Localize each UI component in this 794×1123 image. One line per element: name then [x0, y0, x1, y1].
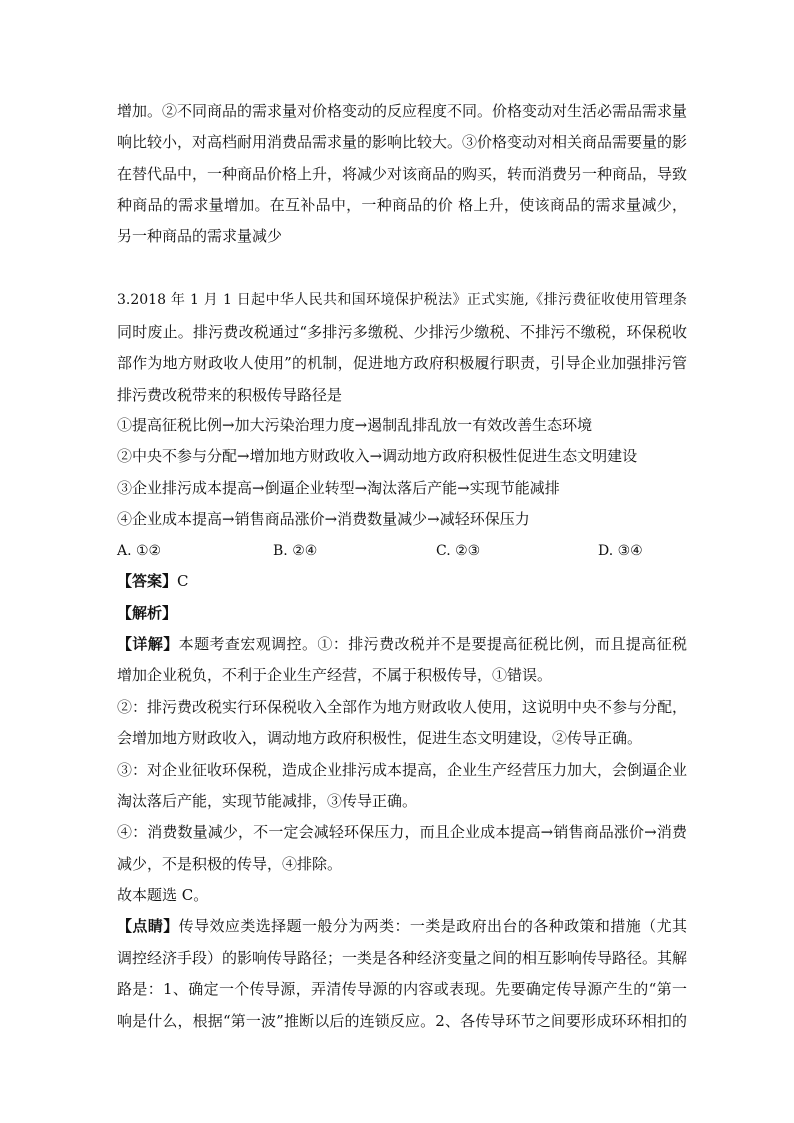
path-item-3: ③企业排污成本提高→倒逼企业转型→淘汰落后产能→实现节能减排	[117, 479, 560, 497]
detail-line: ④：消费数量减少，不一定会减轻环保压力，而且企业成本提高→销售商品涨价→消费	[117, 823, 687, 841]
analysis-line	[117, 603, 687, 623]
detail-line: 会增加地方财政收入，调动地方政府积极性，促进生态文明建设，②传导正确。	[117, 729, 643, 747]
detail-line: 减少，不是积极的传导，④排除。	[117, 855, 343, 873]
detail-tag: 【详解】	[117, 635, 179, 653]
tip-line: 调控经济手段）的影响传导路径；一类是各种经济变量之间的相互影响传导路径。其解	[117, 949, 687, 967]
answer-value: C	[177, 572, 189, 590]
detail-first-line: 本题考查宏观调控。①：排污费改税并不是要提高征税比例，而且提高征税	[178, 635, 687, 653]
detail-line: ②：排污费改税实行环保税收入全部作为地方财政收人使用，这说明中央不参与分配，	[117, 698, 687, 716]
option-c: C. ②③	[436, 543, 481, 559]
question-stem-line: 部作为地方财政收人使用”的机制，促进地方政府积极履行职责，引导企业加强排污管	[117, 354, 687, 372]
prev-explanation-line: 种商品的需求量增加。在互补品中，一种商品的价 格上升，使该商品的需求量减少，	[117, 196, 687, 214]
prev-explanation-line: 在替代品中，一种商品价格上升，将减少对该商品的购买，转而消费另一种商品，导致	[117, 165, 687, 183]
path-item-2: ②中央不参与分配→增加地方财政收入→调动地方政府积极性促进生态文明建设	[117, 447, 638, 465]
option-d: D. ③④	[598, 543, 643, 559]
question-stem-line: 3.2018 年 1 月 1 日起中华人民共和国环境保护税法》正式实施,《排污费征收使用管理条	[117, 292, 687, 308]
detail-line: ③：对企业征收环保税，造成企业排污成本提高，企业生产经营压力加大，会倒逼企业	[117, 761, 687, 779]
question-stem-line: 排污费改税带来的积极传导路径是	[117, 386, 343, 404]
detail-line: 淘汰落后产能，实现节能减排，③传导正确。	[117, 792, 418, 810]
tip-first-line: 传导效应类选择题一般分为两类：一类是政府出台的各种政策和措施（尤其	[178, 917, 687, 935]
prev-explanation-line: 增加。②不同商品的需求量对价格变动的反应程度不同。价格变动对生活必需品需求量	[117, 102, 687, 120]
prev-explanation-line: 另一种商品的需求量减少	[117, 227, 283, 245]
option-b: B. ②④	[273, 543, 318, 559]
answer-line	[117, 571, 687, 591]
prev-explanation-line: 响比较小，对高档耐用消费品需求量的影响比较大。③价格变动对相关商品需要量的影	[117, 133, 687, 151]
answer-tag: 【答案】	[117, 572, 178, 590]
detail-line: 增加企业税负，不利于企业生产经营，不属于积极传导，①错误。	[117, 666, 553, 684]
path-item-1: ①提高征税比例→加大污染治理力度→遏制乱排乱放一有效改善生态环境	[117, 416, 593, 434]
tip-line: 路是：1、确定一个传导源，弄清传导源的内容或表现。先要确定传导源产生的“第一	[117, 980, 687, 998]
analysis-tag: 【解析】	[117, 604, 178, 622]
tip-line: 响是什么，根据“第一波”推断以后的连锁反应。2、各传导环节之间要形成环环相扣的	[117, 1012, 687, 1030]
detail-conclusion: 故本题选 C。	[117, 886, 209, 904]
tip-line	[117, 916, 687, 936]
question-stem-line: 同时废止。排污费改税通过“多排污多缴税、少排污少缴税、不排污不缴税，环保税收	[117, 323, 687, 341]
path-item-4: ④企业成本提高→销售商品涨价→消费数量减少→减轻环保压力	[117, 510, 530, 528]
option-a: A. ①②	[117, 543, 162, 559]
detail-line	[117, 634, 687, 654]
tip-tag: 【点睛】	[117, 917, 179, 935]
